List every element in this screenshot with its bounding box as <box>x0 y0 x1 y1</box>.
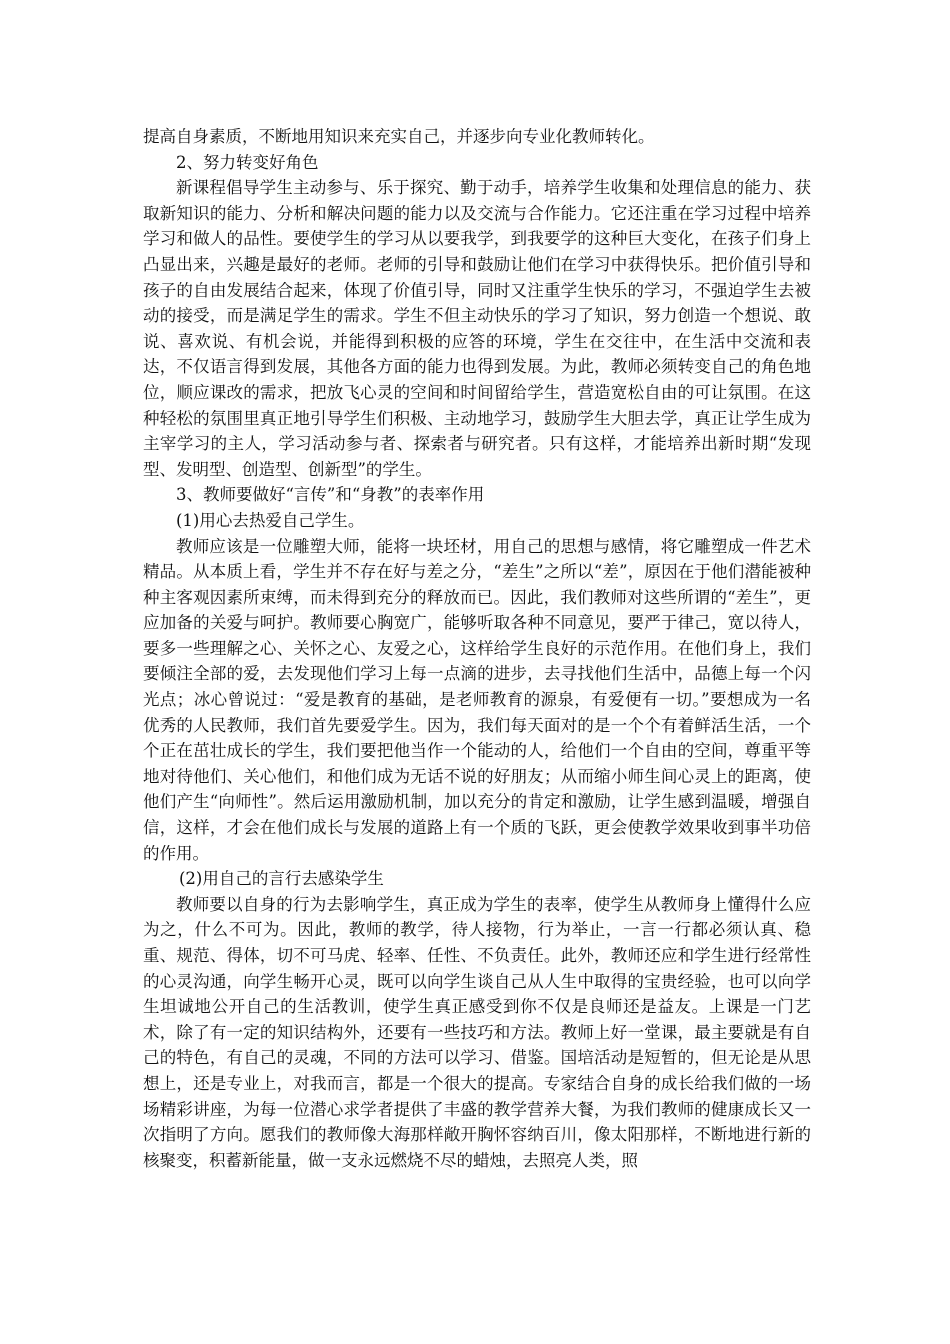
subheading-love-students: (1)用心去热爱自己学生。 <box>176 510 365 530</box>
paragraph-influence: 教师要以自身的行为去影响学生，真正成为学生的表率，使学生从教师身上懂得什么应为之，什么不可为。因此，教师的教学，待人接物，行为举止，一言一行都必须认真、稳重、规范、得体，切不可马虎、轻率、任性、不负责任。此外，教师还应和学生进行经常性的心灵沟通，向学生畅开心灵，既可以向学生谈自己从人生中取得的宝贵经验，也可以向学生坦诚地公开自己的生活教训，使学生真正感受到你不仅是良师还是益友。上课是一门艺术，除了有一定的知识结构外，还要有一些技巧和方法。教师上好一堂课，最主要就是有自己的特色，有自己的灵魂，不同的方法可以学习、借鉴。国培活动是短暂的，但无论是从思想上，还是专业上，对我而言，都是一个很大的提高。专家结合自身的成长给我们做的一场场精彩讲座，为每一位潜心求学者提供了丰盛的教学营养大餐，为我们教师的健康成长又一次指明了方向。愿我们的教师像大海那样敞开胸怀容纳百川，像太阳那样，不断地进行新的核聚变，积蓄新能量，做一支永远燃烧不尽的蜡烛，去照亮人类，照 <box>143 894 811 1170</box>
section-heading-example: 3、教师要做好“言传”和“身教”的表率作用 <box>176 485 485 505</box>
section-heading-role: 2、努力转变好角色 <box>176 152 319 172</box>
subheading-influence: (2)用自己的言行去感染学生 <box>179 869 384 889</box>
paragraph-intro: 提高自身素质，不断地用知识来充实自己，并逐步向专业化教师转化。 <box>143 127 655 146</box>
paragraph-love-students: 教师应该是一位雕塑大师，能将一块坯材，用自己的思想与感情，将它雕塑成一件艺术精品。从本质上看，学生并不存在好与差之分，“差生”之所以“差”，原因在于他们潜能被种种主客观因素所束缚，而未得到充分的释放而已。因此，我们教师对这些所谓的“差生”，更应加备的关爱与呵护。教师要心胸宽广，能够听取各种不同意见，要严于律己，宽以待人，要多一些理解之心、关怀之心、友爱之心，这样给学生良好的示范作用。在他们身上，我们要倾注全部的爱，去发现他们学习上每一点滴的进步，去寻找他们生活中，品德上每一个闪光点；冰心曾说过：“爱是教育的基础，是老师教育的源泉，有爱便有一切。”要想成为一名优秀的人民教师，我们首先要爱学生。因为，我们每天面对的是一个个有着鲜活生活，一个个正在茁壮成长的学生，我们要把他当作一个能动的人，给他们一个自由的空间，尊重平等地对待他们、关心他们，和他们成为无话不说的好朋友；从而缩小师生间心灵上的距离，使他们产生“向师性”。然后运用激励机制，加以充分的肯定和激励，让学生感到温暖，增强自信，这样，才会在他们成长与发展的道路上有一个质的飞跃，更会使教学效果收到事半功倍的作用。 <box>143 536 811 863</box>
paragraph-role: 新课程倡导学生主动参与、乐于探究、勤于动手，培养学生收集和处理信息的能力、获取新知识的能力、分析和解决问题的能力以及交流与合作能力。它还注重在学习过程中培养学习和做人的品性。要使学生的学习从以要我学，到我要学的这种巨大变化，在孩子们身上凸显出来，兴趣是最好的老师。老师的引导和鼓励让他们在学习中获得快乐。把价值引导和孩子的自由发展结合起来，体现了价值引导，同时又注重学生快乐的学习，不强迫学生去被动的接受，而是满足学生的需求。学生不但主动快乐的学习了知识，努力创造一个想说、敢说、喜欢说、有机会说，并能得到积极的应答的环境，学生在交往中，在生活中交流和表达，不仅语言得到发展，其他各方面的能力也得到发展。为此，教师必须转变自己的角色地位，顺应课改的需求，把放飞心灵的空间和时间留给学生，营造宽松自由的可让氛围。在这种轻松的氛围里真正地引导学生们积极、主动地学习，鼓励学生大胆去学，真正让学生成为主宰学习的主人，学习活动参与者、探索者与研究者。只有这样，才能培养出新时期“发现型、发明型、创造型、创新型”的学生。 <box>143 178 811 479</box>
document-page <box>143 124 811 1173</box>
